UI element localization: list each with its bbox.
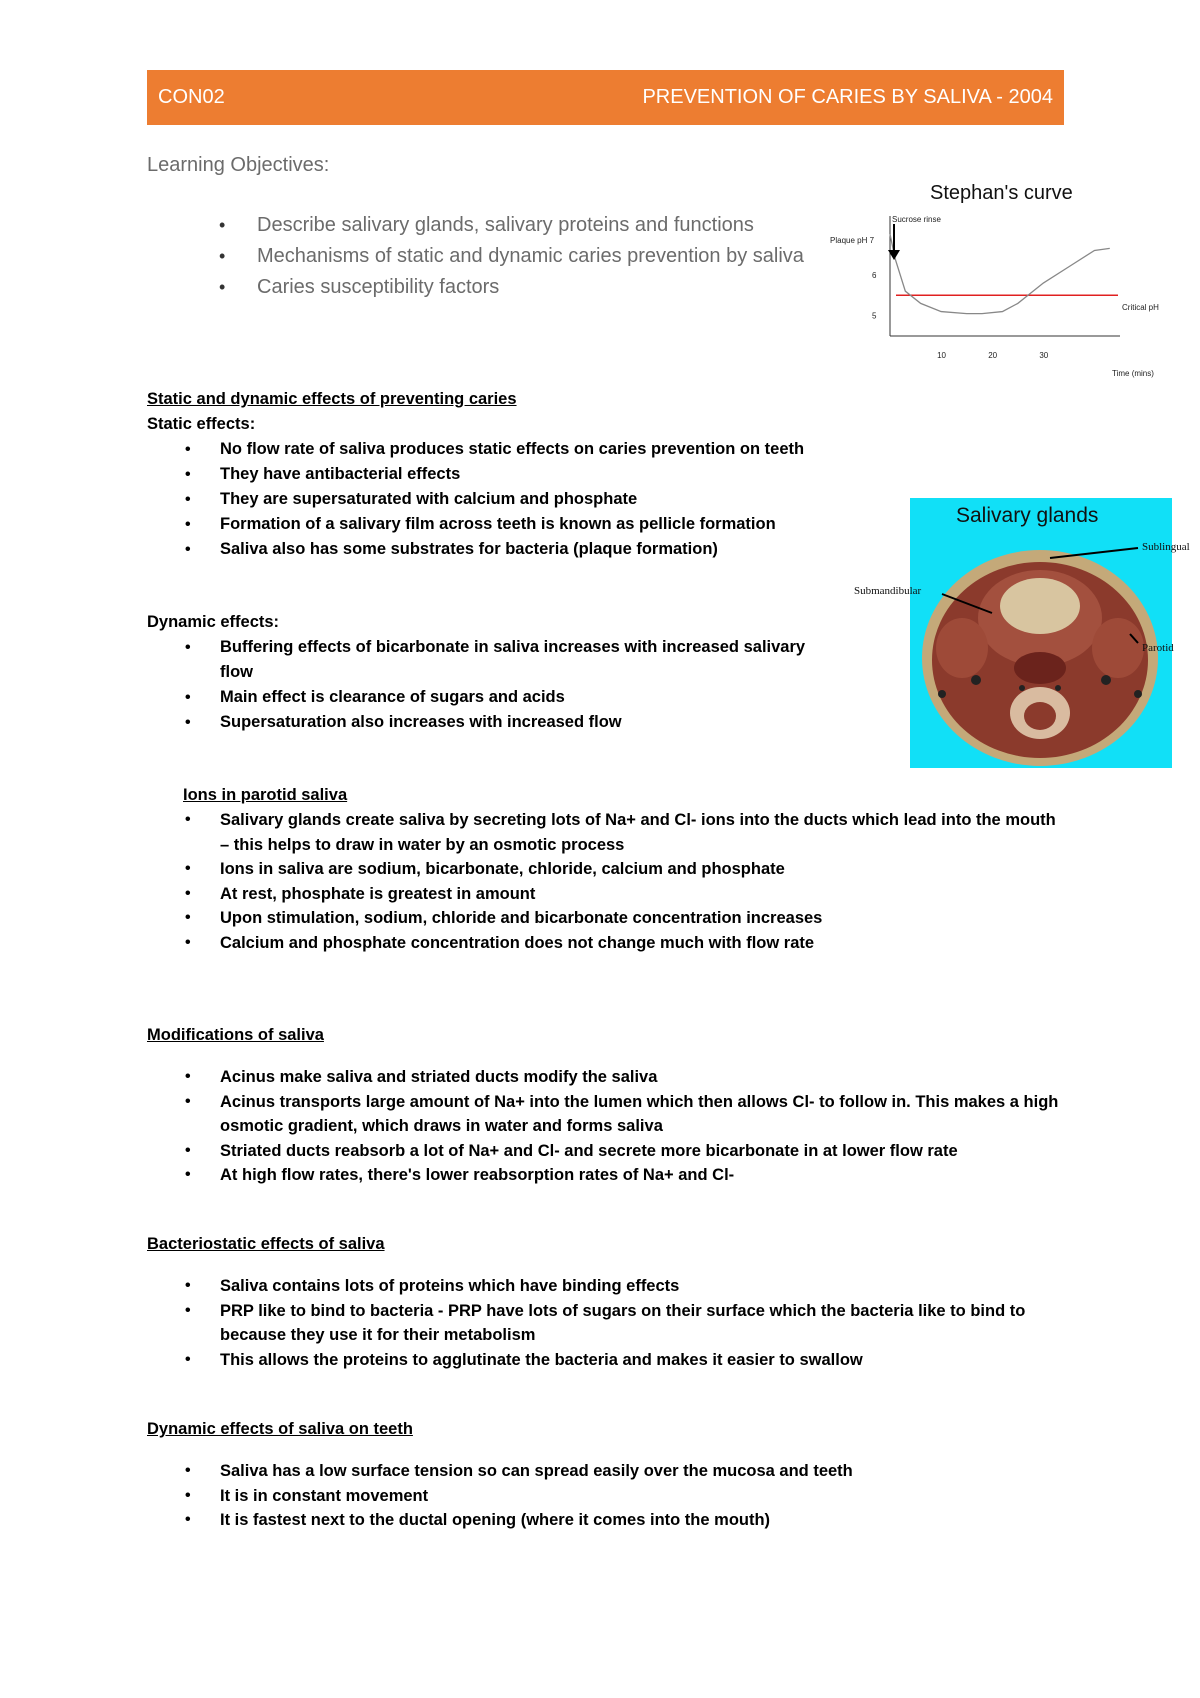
list-item: • Upon stimulation, sodium, chloride and bicarbonate concentration increases — [147, 906, 1067, 931]
list-item: • Supersaturation also increases with increased flow — [147, 710, 827, 735]
chart-axes — [890, 216, 1120, 336]
list-item: • They have antibacterial effects — [147, 462, 847, 487]
stephan-curve-chart — [830, 176, 1170, 386]
ions-section — [147, 783, 1067, 955]
sucrose-label: Sucrose rinse — [892, 215, 941, 224]
ions-list — [147, 808, 1067, 955]
header-bar — [147, 70, 1064, 125]
y-tick-label: 6 — [872, 270, 877, 280]
learning-objectives-title: Learning Objectives: — [147, 154, 330, 176]
dynamic-teeth-section — [147, 1417, 1067, 1533]
stephan-curve-figure — [830, 176, 1170, 386]
list-item: • It is fastest next to the ductal opening (where it comes into the mouth) — [147, 1508, 1067, 1533]
modifications-section — [147, 1023, 1067, 1188]
chart-ticks — [872, 271, 1049, 360]
section-title: Bacteriostatic effects of saliva — [147, 1235, 385, 1253]
dynamic-effects-section — [147, 610, 827, 735]
static-effects-label: Static effects: — [147, 415, 256, 433]
static-dynamic-section — [147, 387, 847, 562]
list-item: • Buffering effects of bicarbonate in saliva increases with increased salivary flow — [147, 635, 827, 685]
list-item: • They are supersaturated with calcium and phosphate — [147, 487, 847, 512]
section-title: Static and dynamic effects of preventing caries — [147, 390, 517, 408]
x-axis-label: Time (mins) — [1112, 369, 1154, 378]
list-item: • This allows the proteins to agglutinate the bacteria and makes it easier to swallow — [147, 1348, 1067, 1373]
list-item: • Formation of a salivary film across teeth is known as pellicle formation — [147, 512, 847, 537]
learning-objectives-list — [219, 210, 809, 303]
document-title: PREVENTION OF CARIES BY SALIVA - 2004 — [642, 86, 1053, 108]
salivary-glands-figure — [854, 498, 1190, 768]
list-item: • At high flow rates, there's lower reabsorption rates of Na+ and Cl- — [147, 1163, 1067, 1188]
critical-ph-label: Critical pH — [1122, 303, 1159, 312]
plaque-ph-series-line — [890, 234, 1110, 313]
salivary-glands-image — [854, 498, 1190, 768]
list-item: • It is in constant movement — [147, 1484, 1067, 1509]
y-tick-label: 5 — [872, 311, 877, 321]
list-item: • Ions in saliva are sodium, bicarbonate, chloride, calcium and phosphate — [147, 857, 1067, 882]
dynamic-effects-label: Dynamic effects: — [147, 613, 280, 631]
bacteriostatic-section — [147, 1232, 1067, 1372]
list-item: • Salivary glands create saliva by secreting lots of Na+ and Cl- ions into the ducts which lead into the mouth – this helps to draw in water by an osmotic process — [147, 808, 1067, 857]
section-title: Dynamic effects of saliva on teeth — [147, 1420, 413, 1438]
list-item: • Acinus make saliva and striated ducts modify the saliva — [147, 1065, 1067, 1090]
parotid-label: Parotid — [1142, 642, 1174, 654]
list-item: • Describe salivary glands, salivary proteins and functions — [219, 210, 809, 240]
modifications-list — [147, 1065, 1067, 1188]
section-title: Ions in parotid saliva — [183, 786, 348, 804]
section-title: Modifications of saliva — [147, 1026, 324, 1044]
bacteriostatic-list — [147, 1274, 1067, 1372]
list-item: • At rest, phosphate is greatest in amount — [147, 882, 1067, 907]
list-item: • Saliva has a low surface tension so can spread easily over the mucosa and teeth — [147, 1459, 1067, 1484]
x-tick-label: 10 — [937, 351, 947, 360]
x-tick-label: 20 — [988, 351, 998, 360]
list-item: • Caries susceptibility factors — [219, 272, 809, 302]
x-tick-label: 30 — [1039, 351, 1049, 360]
sublingual-label: Sublingual — [1142, 541, 1190, 553]
submandibular-label: Submandibular — [854, 585, 922, 597]
chart-lines — [890, 234, 1118, 313]
list-item: • Saliva contains lots of proteins which have binding effects — [147, 1274, 1067, 1299]
list-item: • No flow rate of saliva produces static effects on caries prevention on teeth — [147, 437, 847, 462]
dynamic-effects-list — [147, 635, 827, 735]
y-axis-label: Plaque pH 7 — [830, 236, 875, 245]
static-effects-list — [147, 437, 847, 562]
list-item: • Main effect is clearance of sugars and acids — [147, 685, 827, 710]
chart-title: Stephan's curve — [930, 182, 1073, 204]
list-item: • Saliva also has some substrates for bacteria (plaque formation) — [147, 537, 847, 562]
list-item: • Acinus transports large amount of Na+ into the lumen which then allows Cl- to follow in. This makes a high osmotic gradient, which draws in water and forms saliva — [147, 1090, 1067, 1139]
list-item: • Striated ducts reabsorb a lot of Na+ and Cl- and secrete more bicarbonate in at lower flow rate — [147, 1139, 1067, 1164]
list-item: • Mechanisms of static and dynamic caries prevention by saliva — [219, 241, 809, 271]
document-code: CON02 — [158, 86, 225, 108]
dynamic-teeth-list — [147, 1459, 1067, 1533]
list-item: • PRP like to bind to bacteria - PRP have lots of sugars on their surface which the bacteria like to bind to because they use it for their metabolism — [147, 1299, 1067, 1348]
list-item: • Calcium and phosphate concentration does not change much with flow rate — [147, 931, 1067, 956]
glands-title: Salivary glands — [956, 504, 1099, 527]
